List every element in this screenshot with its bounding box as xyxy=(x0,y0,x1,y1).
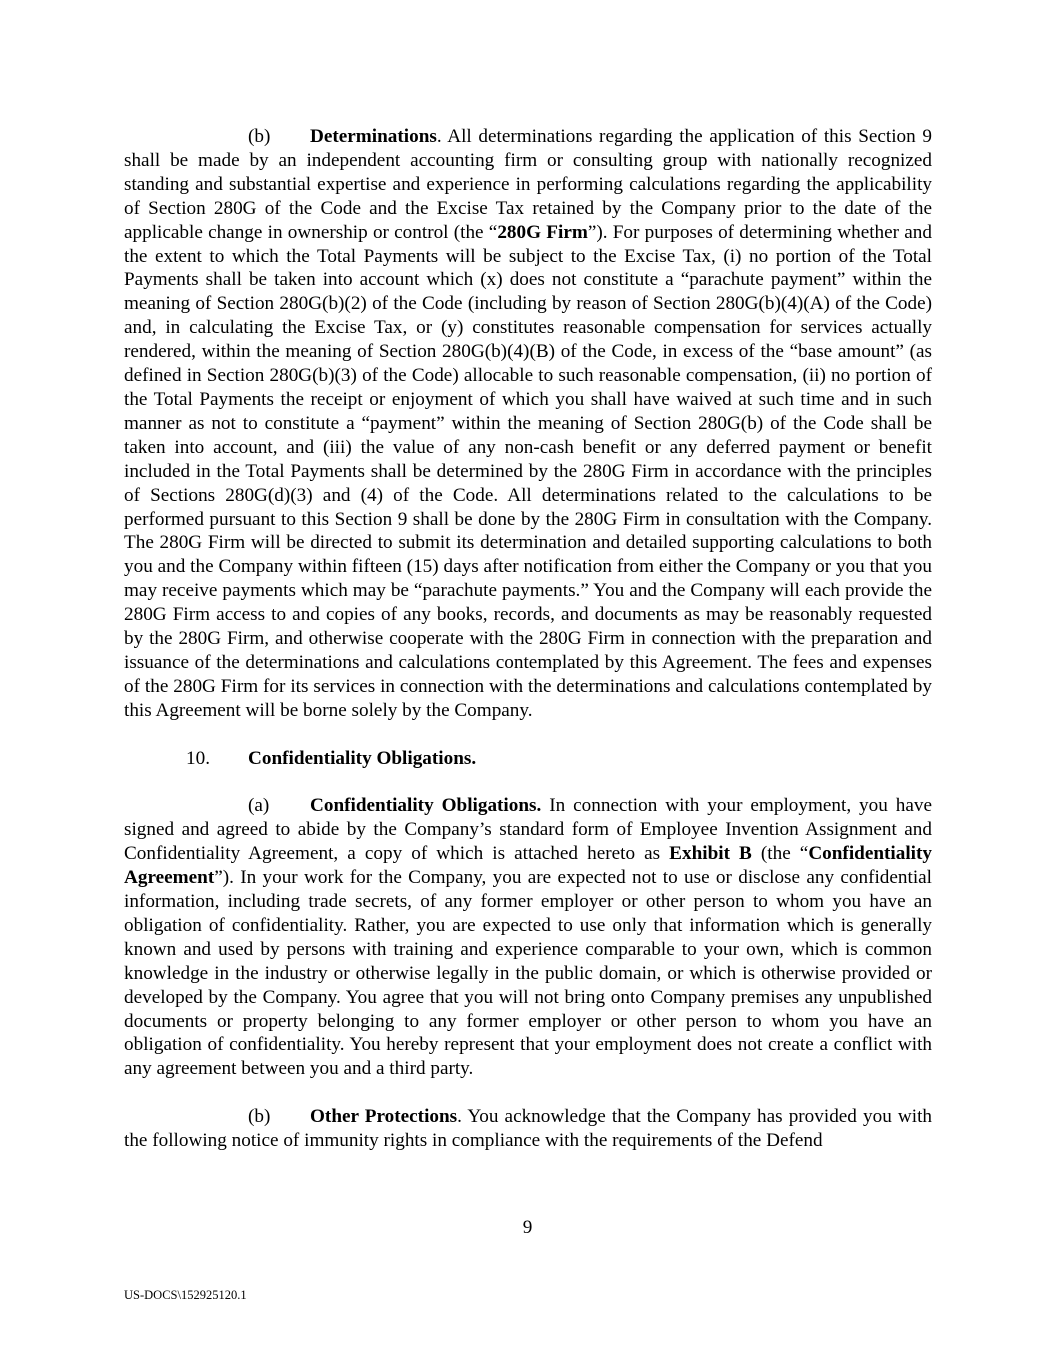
defined-term: Confidentiality Agreement xyxy=(124,843,932,889)
paragraph-text: ”). For purposes of determining whether and the extent to which the Total Payments will be subject to the Excise Tax, (i) no portion of the Total Payments shall be taken into account which (x) does not constitute a “parachute payment” within the meaning of Section 280G(b)(2) of the Code (including by reason of Section 280G(b)(4)(A) of the Code) and, in calculating the Excise Tax, or (y) constitutes reasonable compensation for services actually rendered, within the meaning of Section 280G(b)(4)(B) of the Code, in excess of the “base amount” (as defined in Section 280G(b)(3) of the Code) allocable to such reasonable compensation, (ii) no portion of the Total Payments the receipt or enjoyment of which you shall have waived at such time and in such manner as not to constitute a “payment” within the meaning of Section 280G(b) of the Code shall be taken into account, and (iii) the value of any non-cash benefit or any deferred payment or benefit included in the Total Payments shall be determined by the 280G Firm in accordance with the principles of Sections 280G(d)(3) and (4) of the Code. All determinations related to the calculations to be performed pursuant to this Section 9 shall be done by the 280G Firm in consultation with the Company. The 280G Firm will be directed to submit its determination and detailed supporting calculations to both you and the Company within fifteen (15) days after notification from either the Company or you that you may receive payments which may be “parachute payments.” You and the Company will each provide the 280G Firm access to and copies of any books, records, and documents as may be reasonably requested by the 280G Firm, and otherwise cooperate with the 280G Firm in connection with the preparation and issuance of the determinations and calculations contemplated by this Agreement. The fees and expenses of the 280G Firm for its services in connection with the determinations and calculations contemplated by this Agreement will be borne solely by the Company. xyxy=(124,221,932,721)
paragraph-text: . All determinations regarding the application of this Section 9 shall be made by an independent accounting firm or consulting group with nationally recognized standing and substantial expertise and experience in performing calculations regarding the applicability of Section 280G of the Code and the Excise Tax retained by the Company prior to the date of the applicable change in ownership or control (the “ xyxy=(124,126,932,243)
paragraph-text: . You acknowledge that the Company has provided you with the following notice of immunity rights in compliance with the requirements of the Defend xyxy=(124,1106,932,1152)
paragraph-text: In connection with your employment, you have signed and agreed to abide by the Company’s standard form of Employee Invention Assignment and Confidentiality Agreement, a copy of which is attached hereto as xyxy=(124,795,932,865)
page-number: 9 xyxy=(522,1217,533,1238)
subsection-marker: (b) xyxy=(248,1106,271,1128)
section-9b-paragraph xyxy=(124,125,932,723)
paragraph-text: ”). In your work for the Company, you are expected not to use or disclose any confidential information, including trade secrets, of any former employer or other person to whom you have an obligation of confidentiality. Rather, you are expected to use only that information which is generally known and used by persons with training and experience comparable to your own, which is common knowledge in the industry or otherwise legally in the public domain, or which is otherwise provided or developed by the Company. You agree that you will not bring onto Company premises any unpublished documents or property belonging to any former employer or other person to whom you have an obligation of confidentiality. You hereby represent that your employment does not create a conflict with any agreement between you and a third party. xyxy=(124,867,932,1080)
exhibit-reference: Exhibit B xyxy=(669,843,752,865)
subsection-title: Other Protections xyxy=(310,1106,458,1128)
paragraph-text: (the “ xyxy=(751,843,809,865)
document-id: US-DOCS\152925120.1 xyxy=(124,1288,247,1302)
section-title: Confidentiality Obligations. xyxy=(248,747,477,769)
section-10b-paragraph xyxy=(124,1105,932,1153)
subsection-marker: (b) xyxy=(248,126,271,147)
defined-term: 280G Firm xyxy=(497,221,588,243)
subsection-title: Confidentiality Obligations. xyxy=(310,795,542,817)
section-10a-paragraph xyxy=(124,794,932,1081)
subsection-marker: (a) xyxy=(248,795,270,817)
subsection-title: Determinations xyxy=(310,126,437,147)
page-body xyxy=(124,125,932,1153)
section-10-heading xyxy=(124,747,932,771)
section-number: 10. xyxy=(186,747,210,769)
